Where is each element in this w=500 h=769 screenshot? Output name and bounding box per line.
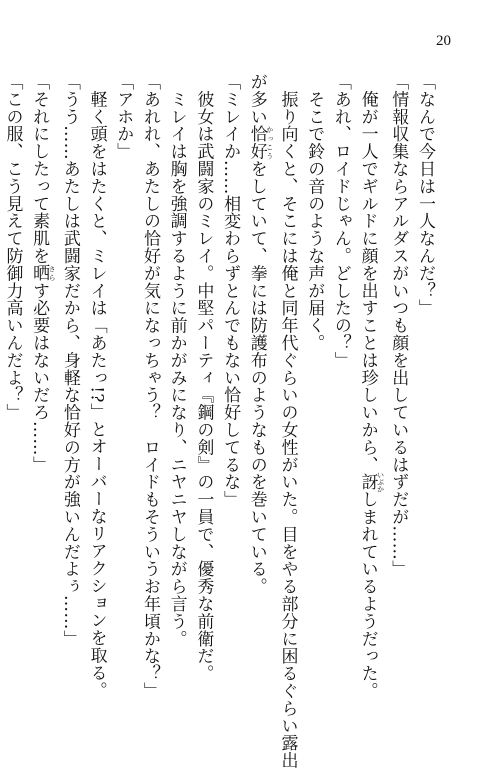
text-segment: しまれているようだった。 xyxy=(357,490,378,700)
text-segment: ミレイは胸を強調するように前かがみになり、ニヤニヤしながら言う。 xyxy=(166,73,187,648)
text-line xyxy=(300,73,327,668)
text-line xyxy=(25,73,56,668)
text-segment: 「アホか」 xyxy=(113,73,134,160)
text-segment: をしていて、拳には防護布のようなものを巻いている。 xyxy=(246,160,267,596)
text-line xyxy=(190,73,217,682)
text-segment: が多い xyxy=(246,73,267,126)
text-line xyxy=(354,73,385,700)
text-segment: 「あれれ、あたしの恰好が気になっちゃう？ ロイドもそういうお年頃かな？」 xyxy=(139,73,160,700)
furigana: さら xyxy=(48,264,57,282)
text-line xyxy=(136,73,163,700)
text-segment: 振り向くと、そこには俺と同年代ぐらいの女性がいた。目をやる部分に困るぐらい露出 xyxy=(277,73,298,769)
text-line xyxy=(83,73,110,699)
text-segment: 俺が一人でギルドに顔を出すことは珍しいから、 xyxy=(357,73,378,474)
text-line xyxy=(0,73,25,668)
text-line xyxy=(243,73,274,668)
text-segment: 「うう……あたしは武闘家だから、身軽な恰好の方が強いんだよぅ……」 xyxy=(59,73,80,648)
ruby-annotation xyxy=(29,264,57,282)
text-segment: す必要はないだろ……」 xyxy=(29,281,50,474)
text-segment: 彼女は武闘家のミレイ。中堅パーティ『鋼の剣』の一員で、優秀な前衛だ。 xyxy=(193,73,214,682)
novel-text-block xyxy=(2,73,438,769)
text-segment: 「なんで今日は一人なんだ？」 xyxy=(415,73,435,317)
furigana: いぶか xyxy=(376,471,385,493)
text-segment: そこで鈴の音のような声が届く。 xyxy=(304,73,325,352)
ruby-base: 恰好 xyxy=(246,125,267,161)
ruby-annotation xyxy=(246,125,274,161)
text-line xyxy=(411,73,438,668)
text-segment: 「あれ、ロイドじゃん。どしたの？」 xyxy=(330,73,351,369)
text-line xyxy=(274,73,301,769)
ruby-annotation xyxy=(357,471,385,493)
text-line xyxy=(216,73,243,668)
text-line xyxy=(327,73,354,668)
text-segment: 「情報収集ならアルダスがいつも顔を出しているはずだが……」 xyxy=(388,73,409,578)
text-segment: 軽く頭をはたくと、ミレイは「あたっ!?」とオーバーなリアクションを取る。 xyxy=(86,73,107,699)
ruby-base: 晒 xyxy=(29,264,50,282)
text-line xyxy=(56,73,83,668)
ruby-base: 訝 xyxy=(357,471,378,493)
text-segment: 「それにしたって素肌を xyxy=(29,73,50,265)
text-segment: 「この服、こう見えて防御力高いんだよ？」 xyxy=(2,73,23,421)
text-line xyxy=(110,73,137,668)
furigana: かっこう xyxy=(265,125,274,160)
text-line xyxy=(385,73,412,668)
text-line xyxy=(163,73,190,668)
page-number: 20 xyxy=(436,33,451,49)
text-segment: 「ミレイか……相変わらずとんでもない恰好してるな」 xyxy=(220,73,241,508)
